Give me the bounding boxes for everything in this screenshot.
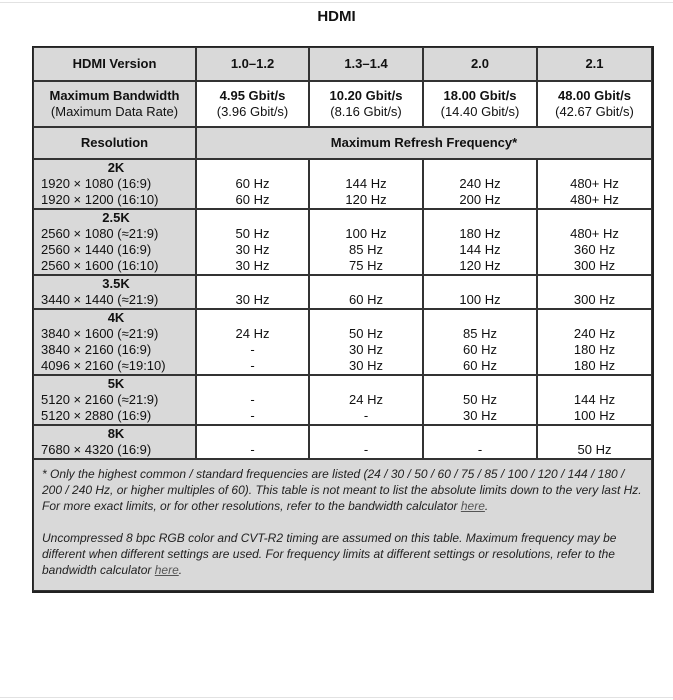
refresh-value: 100 Hz xyxy=(345,226,387,241)
refresh-value: 300 Hz xyxy=(573,258,616,273)
resolution-group-row xyxy=(33,275,652,309)
refresh-cell xyxy=(423,375,537,425)
spacer xyxy=(428,376,532,392)
refresh-value: 60 Hz xyxy=(235,176,270,191)
top-divider xyxy=(0,2,673,3)
resolution-cell xyxy=(33,309,196,375)
version-label: HDMI Version xyxy=(33,47,196,81)
refresh-value: - xyxy=(250,358,255,373)
footnote xyxy=(33,459,652,591)
refresh-value: 30 Hz xyxy=(349,358,383,373)
spacer xyxy=(201,426,304,442)
refresh-value: 300 Hz xyxy=(573,292,616,307)
spacer xyxy=(314,276,418,292)
page-title: HDMI xyxy=(317,8,356,25)
refresh-cell xyxy=(196,159,309,209)
resolution-class: 5K xyxy=(107,376,125,391)
spacer xyxy=(201,276,304,292)
bandwidth-cell xyxy=(537,81,652,127)
refresh-value: 100 Hz xyxy=(459,292,501,307)
bandwidth-calculator-link[interactable]: here xyxy=(154,563,179,577)
refresh-value: 360 Hz xyxy=(573,242,616,257)
version-row xyxy=(33,47,652,81)
resolution-cell xyxy=(33,375,196,425)
refresh-value: 60 Hz xyxy=(235,192,270,207)
resolution-class: 2K xyxy=(107,160,125,175)
refresh-value: 85 Hz xyxy=(463,326,497,341)
bandwidth-cell xyxy=(196,81,309,127)
footnote-assumptions: Uncompressed 8 bpc RGB color and CVT-R2 timing are assumed on this table. Maximum frequency may be different when different settings are used. For frequency limits at different settings or resolutions, refer to the bandwidth calculator here. xyxy=(42,531,617,577)
resolution-class: 4K xyxy=(107,310,125,325)
spacer xyxy=(314,310,418,326)
refresh-value: 200 Hz xyxy=(459,192,501,207)
refresh-value: - xyxy=(250,408,255,423)
refresh-value: 30 Hz xyxy=(235,292,270,307)
refresh-value: 144 Hz xyxy=(345,176,387,191)
refresh-frequency-label: Maximum Refresh Frequency* xyxy=(196,127,652,159)
refresh-value: 180 Hz xyxy=(573,358,616,373)
bandwidth-value: 10.20 Gbit/s xyxy=(329,88,403,103)
resolution-value: 3840 × 1600 (≈21:9) xyxy=(41,326,159,341)
spacer xyxy=(201,376,304,392)
refresh-cell xyxy=(423,209,537,275)
spacer xyxy=(428,276,532,292)
data-rate-value: (42.67 Gbit/s) xyxy=(555,104,634,119)
version-header: 1.0–1.2 xyxy=(196,47,309,81)
refresh-value: - xyxy=(363,408,369,423)
refresh-value: 50 Hz xyxy=(577,442,612,457)
resolution-cell xyxy=(33,159,196,209)
refresh-cell xyxy=(309,275,423,309)
refresh-value: - xyxy=(250,392,255,407)
bandwidth-cell xyxy=(309,81,423,127)
refresh-value: 30 Hz xyxy=(235,258,270,273)
refresh-value: 24 Hz xyxy=(349,392,383,407)
data-rate-label: (Maximum Data Rate) xyxy=(50,104,179,119)
resolution-value: 4096 × 2160 (≈19:10) xyxy=(41,358,166,373)
resolution-group-row xyxy=(33,159,652,209)
resolution-header-row xyxy=(33,127,652,159)
spacer xyxy=(542,276,647,292)
spacer xyxy=(542,210,647,226)
resolution-class: 3.5K xyxy=(102,276,130,291)
spacer xyxy=(201,160,304,176)
resolution-value: 1920 × 1080 (16:9) xyxy=(41,176,152,191)
version-header: 1.3–1.4 xyxy=(309,47,423,81)
resolution-value: 5120 × 2880 (16:9) xyxy=(41,408,152,423)
refresh-cell xyxy=(196,275,309,309)
spacer xyxy=(314,160,418,176)
spacer xyxy=(542,376,647,392)
bandwidth-calculator-link[interactable]: here xyxy=(460,499,485,513)
refresh-value: 24 Hz xyxy=(235,326,270,341)
spacer xyxy=(201,210,304,226)
bottom-divider xyxy=(0,697,673,698)
refresh-value: 480+ Hz xyxy=(570,176,619,191)
spacer xyxy=(542,160,647,176)
refresh-cell xyxy=(537,309,652,375)
data-rate-value: (8.16 Gbit/s) xyxy=(330,104,402,119)
footnote-row xyxy=(33,459,652,591)
spacer xyxy=(542,426,647,442)
spacer xyxy=(314,426,418,442)
data-rate-value: (3.96 Gbit/s) xyxy=(216,104,289,119)
spacer xyxy=(542,310,647,326)
refresh-cell xyxy=(537,375,652,425)
refresh-value: - xyxy=(250,342,255,357)
bandwidth-row xyxy=(33,81,652,127)
refresh-value: 480+ Hz xyxy=(570,192,619,207)
refresh-cell xyxy=(423,309,537,375)
refresh-value: 30 Hz xyxy=(235,242,270,257)
refresh-value: 60 Hz xyxy=(463,342,497,357)
data-rate-value: (14.40 Gbit/s) xyxy=(440,104,520,119)
hdmi-spec-table xyxy=(32,46,654,593)
refresh-cell xyxy=(423,159,537,209)
refresh-cell xyxy=(537,425,652,459)
resolution-group-row xyxy=(33,375,652,425)
refresh-cell xyxy=(196,375,309,425)
resolution-group-row xyxy=(33,209,652,275)
resolution-cell xyxy=(33,425,196,459)
resolution-cell xyxy=(33,275,196,309)
version-header: 2.0 xyxy=(423,47,537,81)
spacer xyxy=(428,160,532,176)
version-header: 2.1 xyxy=(537,47,652,81)
resolution-value: 2560 × 1440 (16:9) xyxy=(41,242,152,257)
refresh-value: - xyxy=(363,442,369,457)
refresh-value: 180 Hz xyxy=(573,342,616,357)
resolution-cell xyxy=(33,209,196,275)
spacer xyxy=(314,376,418,392)
refresh-cell xyxy=(196,209,309,275)
resolution-value: 3440 × 1440 (≈21:9) xyxy=(41,292,159,307)
resolution-group-row xyxy=(33,309,652,375)
refresh-cell xyxy=(309,425,423,459)
spacer xyxy=(428,210,532,226)
refresh-value: 60 Hz xyxy=(463,358,497,373)
bandwidth-cell xyxy=(423,81,537,127)
refresh-value: 30 Hz xyxy=(463,408,497,423)
refresh-cell xyxy=(423,275,537,309)
refresh-value: 144 Hz xyxy=(573,392,616,407)
resolution-value: 5120 × 2160 (≈21:9) xyxy=(41,392,159,407)
refresh-cell xyxy=(423,425,537,459)
refresh-value: 50 Hz xyxy=(463,392,497,407)
refresh-value: 180 Hz xyxy=(459,226,501,241)
refresh-value: 85 Hz xyxy=(349,242,383,257)
footnote-frequencies: * Only the highest common / standard frequencies are listed (24 / 30 / 50 / 60 / 75 / 85 / 100 / 120 / 144 / 180 / 200 / 240 Hz, or higher multiples of 60). This table is not meant to list the absolute limits down to the very last Hz. For more exact limits, or for other resolutions, refer to the bandwidth calculator here. xyxy=(42,467,642,513)
refresh-cell xyxy=(537,275,652,309)
refresh-value: 144 Hz xyxy=(459,242,501,257)
refresh-value: 480+ Hz xyxy=(570,226,619,241)
bandwidth-value: 4.95 Gbit/s xyxy=(219,88,286,103)
refresh-cell xyxy=(537,209,652,275)
bandwidth-value: 18.00 Gbit/s xyxy=(443,88,517,103)
resolution-class: 2.5K xyxy=(102,210,130,225)
resolution-value: 7680 × 4320 (16:9) xyxy=(41,442,152,457)
resolution-group-row xyxy=(33,425,652,459)
refresh-cell xyxy=(537,159,652,209)
refresh-cell xyxy=(309,309,423,375)
refresh-value: 50 Hz xyxy=(235,226,270,241)
refresh-value: 120 Hz xyxy=(345,192,387,207)
refresh-value: 100 Hz xyxy=(573,408,616,423)
refresh-value: 75 Hz xyxy=(349,258,383,273)
refresh-value: 60 Hz xyxy=(349,292,383,307)
refresh-value: 240 Hz xyxy=(459,176,501,191)
bandwidth-label-cell xyxy=(33,81,196,127)
refresh-cell xyxy=(309,375,423,425)
refresh-value: 240 Hz xyxy=(573,326,616,341)
refresh-cell xyxy=(196,309,309,375)
resolution-class: 8K xyxy=(107,426,125,441)
bandwidth-label: Maximum Bandwidth xyxy=(49,88,180,103)
spacer xyxy=(314,210,418,226)
bandwidth-value: 48.00 Gbit/s xyxy=(558,88,631,103)
spacer xyxy=(428,426,532,442)
refresh-value: 30 Hz xyxy=(349,342,383,357)
refresh-value: - xyxy=(477,442,483,457)
resolution-value: 2560 × 1600 (16:10) xyxy=(41,258,159,273)
resolution-value: 3840 × 2160 (16:9) xyxy=(41,342,152,357)
refresh-cell xyxy=(196,425,309,459)
refresh-cell xyxy=(309,159,423,209)
spacer xyxy=(428,310,532,326)
refresh-value: 120 Hz xyxy=(459,258,501,273)
resolution-label: Resolution xyxy=(33,127,196,159)
resolution-value: 1920 × 1200 (16:10) xyxy=(41,192,159,207)
spacer xyxy=(201,310,304,326)
resolution-value: 2560 × 1080 (≈21:9) xyxy=(41,226,159,241)
refresh-cell xyxy=(309,209,423,275)
refresh-value: 50 Hz xyxy=(349,326,383,341)
refresh-value: - xyxy=(250,442,255,457)
